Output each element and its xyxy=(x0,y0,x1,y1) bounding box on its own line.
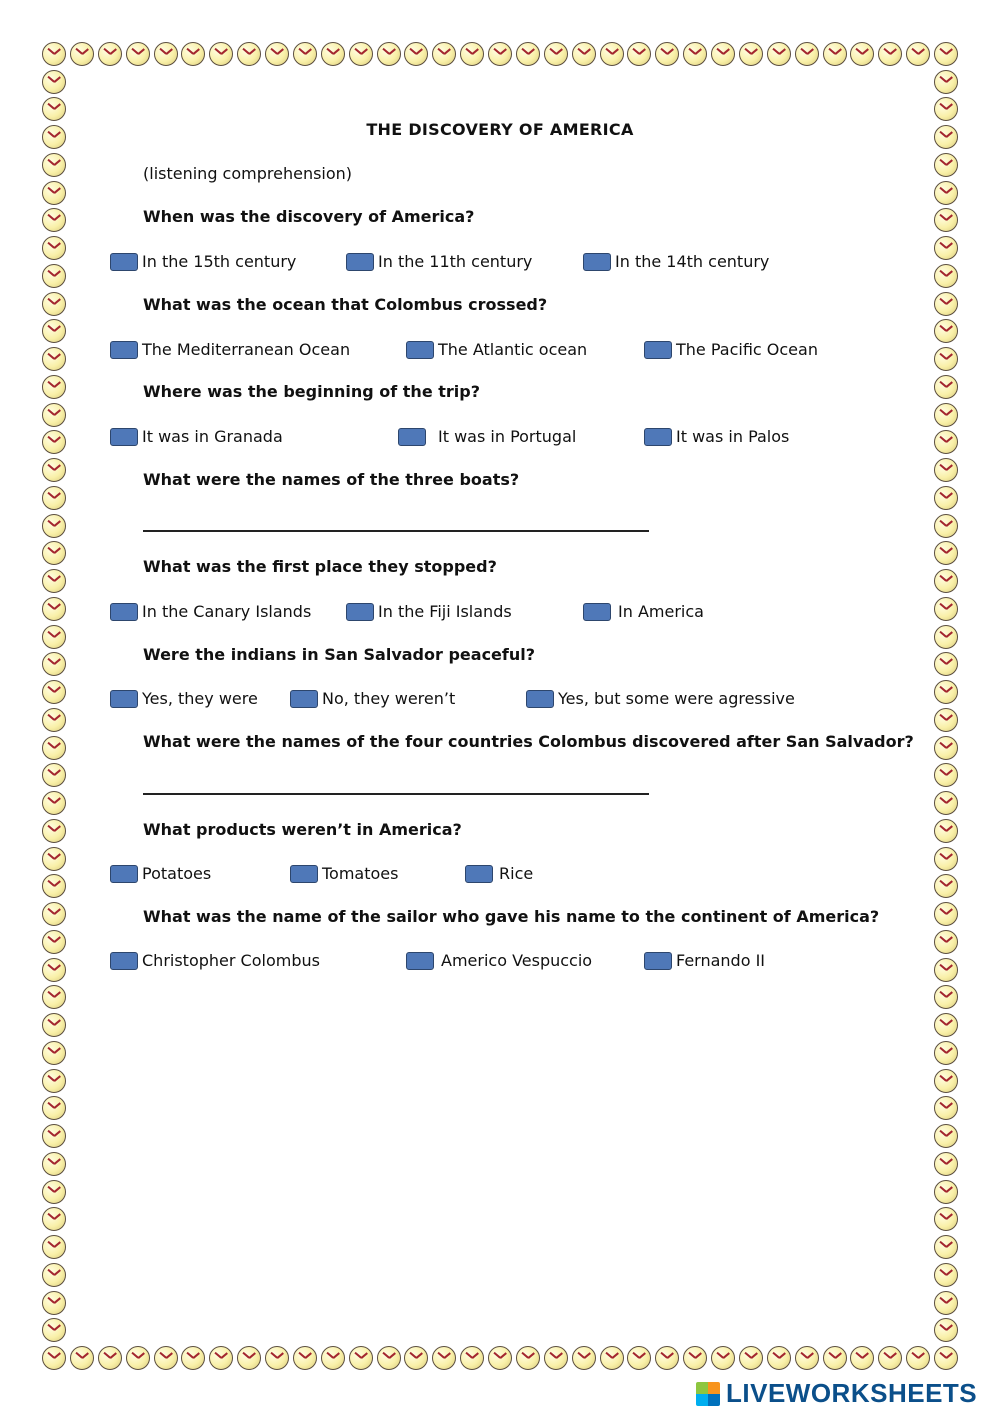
clock-border-icon xyxy=(321,1346,345,1370)
checkbox-icon[interactable] xyxy=(110,341,138,359)
clock-border-icon xyxy=(934,1346,958,1370)
clock-border-icon xyxy=(934,1180,958,1204)
clock-border-icon xyxy=(823,42,847,66)
clock-border-icon xyxy=(42,930,66,954)
question-1: When was the discovery of America? xyxy=(143,207,475,226)
clock-border-icon xyxy=(627,42,651,66)
clock-border-icon xyxy=(42,208,66,232)
liveworksheets-mark-icon xyxy=(696,1382,720,1406)
clock-border-icon xyxy=(934,1096,958,1120)
q8-option-3-label: Rice xyxy=(499,864,534,883)
clock-border-icon xyxy=(934,1235,958,1259)
clock-border-icon xyxy=(42,236,66,260)
q8-option-2[interactable] xyxy=(290,862,398,886)
clock-border-icon xyxy=(42,347,66,371)
clock-border-icon xyxy=(655,1346,679,1370)
q1-option-3[interactable] xyxy=(583,250,769,274)
q6-option-2-label: No, they weren’t xyxy=(322,689,456,708)
clock-border-icon xyxy=(432,42,456,66)
q2-option-1[interactable] xyxy=(110,338,350,362)
clock-border-icon xyxy=(934,236,958,260)
clock-border-icon xyxy=(42,680,66,704)
clock-border-icon xyxy=(42,708,66,732)
clock-border-icon xyxy=(349,42,373,66)
clock-border-icon xyxy=(42,625,66,649)
clock-border-icon xyxy=(42,819,66,843)
clock-border-icon xyxy=(934,1041,958,1065)
clock-border-icon xyxy=(42,763,66,787)
clock-border-icon xyxy=(934,1069,958,1093)
clock-border-icon xyxy=(42,70,66,94)
clock-border-icon xyxy=(404,1346,428,1370)
clock-border-icon xyxy=(934,625,958,649)
q3-option-2-label: It was in Portugal xyxy=(438,427,577,446)
clock-border-icon xyxy=(42,1346,66,1370)
checkbox-icon[interactable] xyxy=(465,865,493,883)
clock-border-icon xyxy=(683,1346,707,1370)
q1-option-1[interactable] xyxy=(110,250,296,274)
clock-border-icon xyxy=(70,42,94,66)
clock-border-icon xyxy=(878,1346,902,1370)
clock-border-icon xyxy=(377,42,401,66)
clock-border-icon xyxy=(126,42,150,66)
q6-option-1[interactable] xyxy=(110,687,258,711)
clock-border-icon xyxy=(934,930,958,954)
clock-border-icon xyxy=(934,985,958,1009)
clock-border-icon xyxy=(488,1346,512,1370)
question-8: What products weren’t in America? xyxy=(143,820,462,839)
q5-option-1-label: In the Canary Islands xyxy=(142,602,312,621)
clock-border-icon xyxy=(42,958,66,982)
clock-border-icon xyxy=(42,292,66,316)
clock-border-icon xyxy=(934,1291,958,1315)
clock-border-icon xyxy=(934,1318,958,1342)
answer-line-4[interactable] xyxy=(143,530,649,532)
clock-border-icon xyxy=(934,97,958,121)
q2-option-3-label: The Pacific Ocean xyxy=(676,340,818,359)
clock-border-icon xyxy=(42,1291,66,1315)
clock-border-icon xyxy=(683,42,707,66)
question-3: Where was the beginning of the trip? xyxy=(143,382,480,401)
clock-border-icon xyxy=(42,1124,66,1148)
clock-border-icon xyxy=(377,1346,401,1370)
clock-border-icon xyxy=(934,375,958,399)
clock-border-icon xyxy=(70,1346,94,1370)
question-4: What were the names of the three boats? xyxy=(143,470,520,489)
clock-border-icon xyxy=(850,42,874,66)
clock-border-icon xyxy=(42,652,66,676)
checkbox-icon[interactable] xyxy=(526,690,554,708)
checkbox-icon[interactable] xyxy=(110,428,138,446)
clock-border-icon xyxy=(237,42,261,66)
q2-option-1-label: The Mediterranean Ocean xyxy=(142,340,351,359)
q3-option-1[interactable] xyxy=(110,425,283,449)
clock-border-icon xyxy=(460,42,484,66)
checkbox-icon[interactable] xyxy=(110,690,138,708)
clock-border-icon xyxy=(181,1346,205,1370)
clock-border-icon xyxy=(265,1346,289,1370)
q1-option-1-label: In the 15th century xyxy=(142,252,297,271)
clock-border-icon xyxy=(293,42,317,66)
clock-border-icon xyxy=(906,42,930,66)
clock-border-icon xyxy=(934,514,958,538)
q8-option-3[interactable] xyxy=(465,862,533,886)
checkbox-icon[interactable] xyxy=(644,341,672,359)
q3-option-3-label: It was in Palos xyxy=(676,427,790,446)
clock-border-icon xyxy=(42,514,66,538)
checkbox-icon[interactable] xyxy=(110,952,138,970)
clock-border-icon xyxy=(934,652,958,676)
question-7: What were the names of the four countries Colombus discovered after San Salvador? xyxy=(143,732,914,751)
clock-border-icon xyxy=(572,1346,596,1370)
q3-option-1-label: It was in Granada xyxy=(142,427,283,446)
clock-border-icon xyxy=(42,791,66,815)
clock-border-icon xyxy=(934,403,958,427)
clock-border-icon xyxy=(934,1207,958,1231)
clock-border-icon xyxy=(934,458,958,482)
clock-border-icon xyxy=(42,1318,66,1342)
clock-border-icon xyxy=(42,486,66,510)
worksheet-subtitle: (listening comprehension) xyxy=(143,164,353,183)
checkbox-icon[interactable] xyxy=(110,865,138,883)
clock-border-icon xyxy=(934,208,958,232)
checkbox-icon[interactable] xyxy=(398,428,426,446)
clock-border-icon xyxy=(906,1346,930,1370)
clock-border-icon xyxy=(600,42,624,66)
checkbox-icon[interactable] xyxy=(583,253,611,271)
q5-option-3[interactable] xyxy=(583,600,704,624)
checkbox-icon[interactable] xyxy=(346,253,374,271)
clock-border-icon xyxy=(432,1346,456,1370)
q6-option-3[interactable] xyxy=(526,687,795,711)
clock-border-icon xyxy=(934,486,958,510)
clock-border-icon xyxy=(42,403,66,427)
clock-border-icon xyxy=(934,319,958,343)
clock-border-icon xyxy=(934,708,958,732)
clock-border-icon xyxy=(42,264,66,288)
clock-border-icon xyxy=(934,430,958,454)
clock-border-icon xyxy=(823,1346,847,1370)
clock-border-icon xyxy=(42,181,66,205)
q6-option-2[interactable] xyxy=(290,687,455,711)
clock-border-icon xyxy=(42,1235,66,1259)
q6-option-1-label: Yes, they were xyxy=(142,689,258,708)
clock-border-icon xyxy=(488,42,512,66)
clock-border-icon xyxy=(934,958,958,982)
q5-option-3-label: In America xyxy=(618,602,704,621)
clock-border-icon xyxy=(767,42,791,66)
q8-option-1-label: Potatoes xyxy=(142,864,212,883)
clock-border-icon xyxy=(934,42,958,66)
clock-border-icon xyxy=(544,42,568,66)
clock-border-icon xyxy=(237,1346,261,1370)
q5-option-1[interactable] xyxy=(110,600,311,624)
q2-option-3[interactable] xyxy=(644,338,818,362)
answer-line-7[interactable] xyxy=(143,793,649,795)
clock-border-icon xyxy=(42,1096,66,1120)
checkbox-icon[interactable] xyxy=(290,690,318,708)
clock-border-icon xyxy=(516,1346,540,1370)
q9-option-3-label: Fernando II xyxy=(676,951,766,970)
clock-border-icon xyxy=(181,42,205,66)
q1-option-2-label: In the 11th century xyxy=(378,252,533,271)
clock-border-icon xyxy=(98,1346,122,1370)
clock-border-icon xyxy=(321,42,345,66)
clock-border-icon xyxy=(349,1346,373,1370)
q5-option-2[interactable] xyxy=(346,600,512,624)
clock-border-icon xyxy=(42,97,66,121)
clock-border-icon xyxy=(42,569,66,593)
q1-option-2[interactable] xyxy=(346,250,532,274)
checkbox-icon[interactable] xyxy=(346,603,374,621)
clock-border-icon xyxy=(655,42,679,66)
worksheet-title: THE DISCOVERY OF AMERICA xyxy=(366,120,634,139)
q2-option-2-label: The Atlantic ocean xyxy=(438,340,588,359)
checkbox-icon[interactable] xyxy=(110,253,138,271)
clock-border-icon xyxy=(934,1263,958,1287)
clock-border-icon xyxy=(42,985,66,1009)
clock-border-icon xyxy=(934,1013,958,1037)
clock-border-icon xyxy=(42,597,66,621)
clock-border-icon xyxy=(293,1346,317,1370)
clock-border-icon xyxy=(265,42,289,66)
clock-border-icon xyxy=(934,902,958,926)
clock-border-icon xyxy=(934,847,958,871)
clock-border-icon xyxy=(42,1207,66,1231)
liveworksheets-brand-text: LIVEWORKSHEETS xyxy=(726,1378,978,1408)
clock-border-icon xyxy=(42,375,66,399)
question-5: What was the first place they stopped? xyxy=(143,557,497,576)
q9-option-1[interactable] xyxy=(110,949,320,973)
q3-option-2[interactable] xyxy=(398,425,576,449)
clock-border-icon xyxy=(42,847,66,871)
q9-option-3[interactable] xyxy=(644,949,765,973)
clock-border-icon xyxy=(572,42,596,66)
checkbox-icon[interactable] xyxy=(583,603,611,621)
clock-border-icon xyxy=(934,791,958,815)
clock-border-icon xyxy=(934,70,958,94)
liveworksheets-logo xyxy=(696,1378,977,1409)
clock-border-icon xyxy=(627,1346,651,1370)
clock-border-icon xyxy=(934,736,958,760)
clock-border-icon xyxy=(42,42,66,66)
clock-border-icon xyxy=(934,1152,958,1176)
clock-border-icon xyxy=(934,264,958,288)
clock-border-icon xyxy=(711,42,735,66)
clock-border-icon xyxy=(209,42,233,66)
clock-border-icon xyxy=(739,42,763,66)
clock-border-icon xyxy=(42,902,66,926)
clock-border-icon xyxy=(42,458,66,482)
clock-border-icon xyxy=(42,1180,66,1204)
clock-border-icon xyxy=(42,430,66,454)
clock-border-icon xyxy=(154,42,178,66)
clock-border-icon xyxy=(739,1346,763,1370)
clock-border-icon xyxy=(850,1346,874,1370)
clock-border-icon xyxy=(934,1124,958,1148)
clock-border-icon xyxy=(42,1013,66,1037)
clock-border-icon xyxy=(460,1346,484,1370)
question-6: Were the indians in San Salvador peaceful? xyxy=(143,645,536,664)
clock-border-icon xyxy=(934,153,958,177)
q9-option-1-label: Christopher Colombus xyxy=(142,951,320,970)
q6-option-3-label: Yes, but some were agressive xyxy=(558,689,795,708)
clock-border-icon xyxy=(934,597,958,621)
clock-border-icon xyxy=(126,1346,150,1370)
clock-border-icon xyxy=(767,1346,791,1370)
clock-border-icon xyxy=(404,42,428,66)
clock-border-icon xyxy=(42,736,66,760)
clock-border-icon xyxy=(544,1346,568,1370)
clock-border-icon xyxy=(878,42,902,66)
q2-option-2[interactable] xyxy=(406,338,587,362)
clock-border-icon xyxy=(42,1069,66,1093)
clock-border-icon xyxy=(711,1346,735,1370)
checkbox-icon[interactable] xyxy=(406,341,434,359)
clock-border-icon xyxy=(934,181,958,205)
clock-border-icon xyxy=(934,292,958,316)
clock-border-icon xyxy=(98,42,122,66)
q8-option-1[interactable] xyxy=(110,862,211,886)
clock-border-icon xyxy=(154,1346,178,1370)
clock-border-icon xyxy=(209,1346,233,1370)
clock-border-icon xyxy=(42,1152,66,1176)
clock-border-icon xyxy=(42,153,66,177)
clock-border-icon xyxy=(934,347,958,371)
clock-border-icon xyxy=(42,1263,66,1287)
clock-border-icon xyxy=(42,1041,66,1065)
q5-option-2-label: In the Fiji Islands xyxy=(378,602,512,621)
clock-border-icon xyxy=(934,874,958,898)
question-2: What was the ocean that Colombus crossed? xyxy=(143,295,548,314)
q1-option-3-label: In the 14th century xyxy=(615,252,770,271)
clock-border-icon xyxy=(934,680,958,704)
checkbox-icon[interactable] xyxy=(290,865,318,883)
checkbox-icon[interactable] xyxy=(406,952,434,970)
q3-option-3[interactable] xyxy=(644,425,789,449)
clock-border-icon xyxy=(600,1346,624,1370)
q9-option-2[interactable] xyxy=(406,949,592,973)
clock-border-icon xyxy=(934,569,958,593)
clock-border-icon xyxy=(516,42,540,66)
clock-border-icon xyxy=(42,319,66,343)
q9-option-2-label: Americo Vespuccio xyxy=(441,951,593,970)
clock-border-icon xyxy=(934,541,958,565)
clock-border-icon xyxy=(795,1346,819,1370)
clock-border-icon xyxy=(934,819,958,843)
q8-option-2-label: Tomatoes xyxy=(322,864,399,883)
checkbox-icon[interactable] xyxy=(644,952,672,970)
clock-border-icon xyxy=(42,874,66,898)
checkbox-icon[interactable] xyxy=(644,428,672,446)
clock-border-icon xyxy=(795,42,819,66)
clock-border-icon xyxy=(42,541,66,565)
checkbox-icon[interactable] xyxy=(110,603,138,621)
clock-border-icon xyxy=(934,763,958,787)
question-9: What was the name of the sailor who gave his name to the continent of America? xyxy=(143,907,880,926)
